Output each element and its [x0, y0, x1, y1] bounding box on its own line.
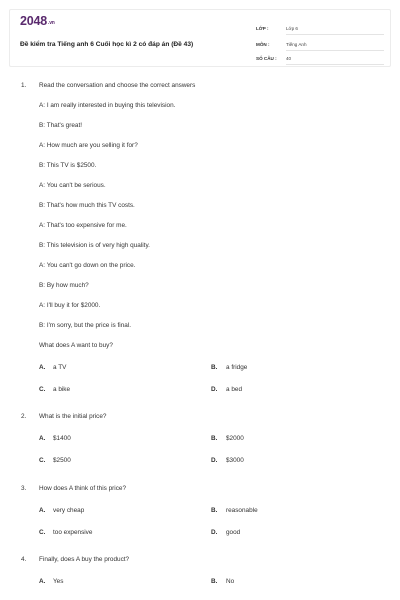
dialogue-line: B: This TV is $2500.: [39, 162, 97, 169]
meta-key: SỐ CÂU :: [256, 56, 277, 61]
question-number: 3.: [21, 485, 27, 492]
question-number: 1.: [21, 82, 27, 89]
option-text: $1400: [53, 435, 71, 442]
option-letter: C.: [39, 529, 46, 536]
dialogue-line: B: That's how much this TV costs.: [39, 202, 135, 209]
meta-key: MÔN :: [256, 42, 270, 47]
question-number: 2.: [21, 413, 27, 420]
option-text: too expensive: [53, 529, 93, 536]
option-letter: A.: [39, 507, 46, 514]
option-letter: C.: [39, 457, 46, 464]
sub-question: What does A want to buy?: [39, 342, 113, 349]
option-letter: B.: [211, 578, 218, 585]
dialogue-line: B: This television is of very high quality.: [39, 242, 150, 249]
option-text: No: [226, 578, 235, 585]
option-letter: C.: [39, 386, 46, 393]
option-text: a bed: [226, 386, 242, 393]
document-header: [9, 9, 391, 67]
option-letter: A.: [39, 578, 46, 585]
option-text: good: [226, 529, 241, 536]
meta-value: Lớp 6: [286, 26, 298, 31]
logo-suffix: .vn: [48, 20, 55, 26]
option-letter: B.: [211, 364, 218, 371]
question-prompt: How does A think of this price?: [39, 485, 127, 492]
option-letter: D.: [211, 386, 218, 393]
dialogue-line: A: I am really interested in buying this television.: [39, 102, 176, 109]
site-logo[interactable]: [20, 14, 55, 28]
option-text: a fridge: [226, 364, 248, 371]
option-text: Yes: [53, 578, 64, 585]
meta-underline: [286, 34, 384, 35]
document-title: Đề kiểm tra Tiếng anh 6 Cuối học kì 2 có đáp án (Đề 43): [20, 41, 194, 48]
question-prompt: Finally, does A buy the product?: [39, 556, 130, 563]
meta-value: Tiếng Anh: [286, 42, 307, 47]
option-text: reasonable: [226, 507, 258, 514]
dialogue-line: A: I'll buy it for $2000.: [39, 302, 101, 309]
dialogue-line: A: How much are you selling it for?: [39, 142, 138, 149]
dialogue-line: B: That's great!: [39, 122, 83, 129]
meta-value: 40: [286, 56, 292, 61]
option-text: $3000: [226, 457, 244, 464]
question-number: 4.: [21, 556, 27, 563]
question-prompt: What is the initial price?: [39, 413, 107, 420]
option-letter: D.: [211, 457, 218, 464]
option-letter: A.: [39, 435, 46, 442]
logo-text: 2048: [20, 14, 48, 28]
dialogue-line: A: That's too expensive for me.: [39, 222, 127, 229]
option-text: a bike: [53, 386, 71, 393]
meta-underline: [286, 50, 384, 51]
option-letter: A.: [39, 364, 46, 371]
dialogue-line: A: You can't be serious.: [39, 182, 106, 189]
option-letter: B.: [211, 507, 218, 514]
option-letter: B.: [211, 435, 218, 442]
meta-underline: [286, 64, 384, 65]
dialogue-line: A: You can't go down on the price.: [39, 262, 136, 269]
meta-key: LỚP :: [256, 26, 269, 31]
option-text: very cheap: [53, 507, 85, 514]
option-text: $2500: [53, 457, 71, 464]
dialogue-line: B: I'm sorry, but the price is final.: [39, 322, 132, 329]
option-text: a TV: [53, 364, 67, 371]
dialogue-line: B: By how much?: [39, 282, 89, 289]
option-text: $2000: [226, 435, 244, 442]
question-prompt: Read the conversation and choose the correct answers: [39, 82, 196, 89]
option-letter: D.: [211, 529, 218, 536]
